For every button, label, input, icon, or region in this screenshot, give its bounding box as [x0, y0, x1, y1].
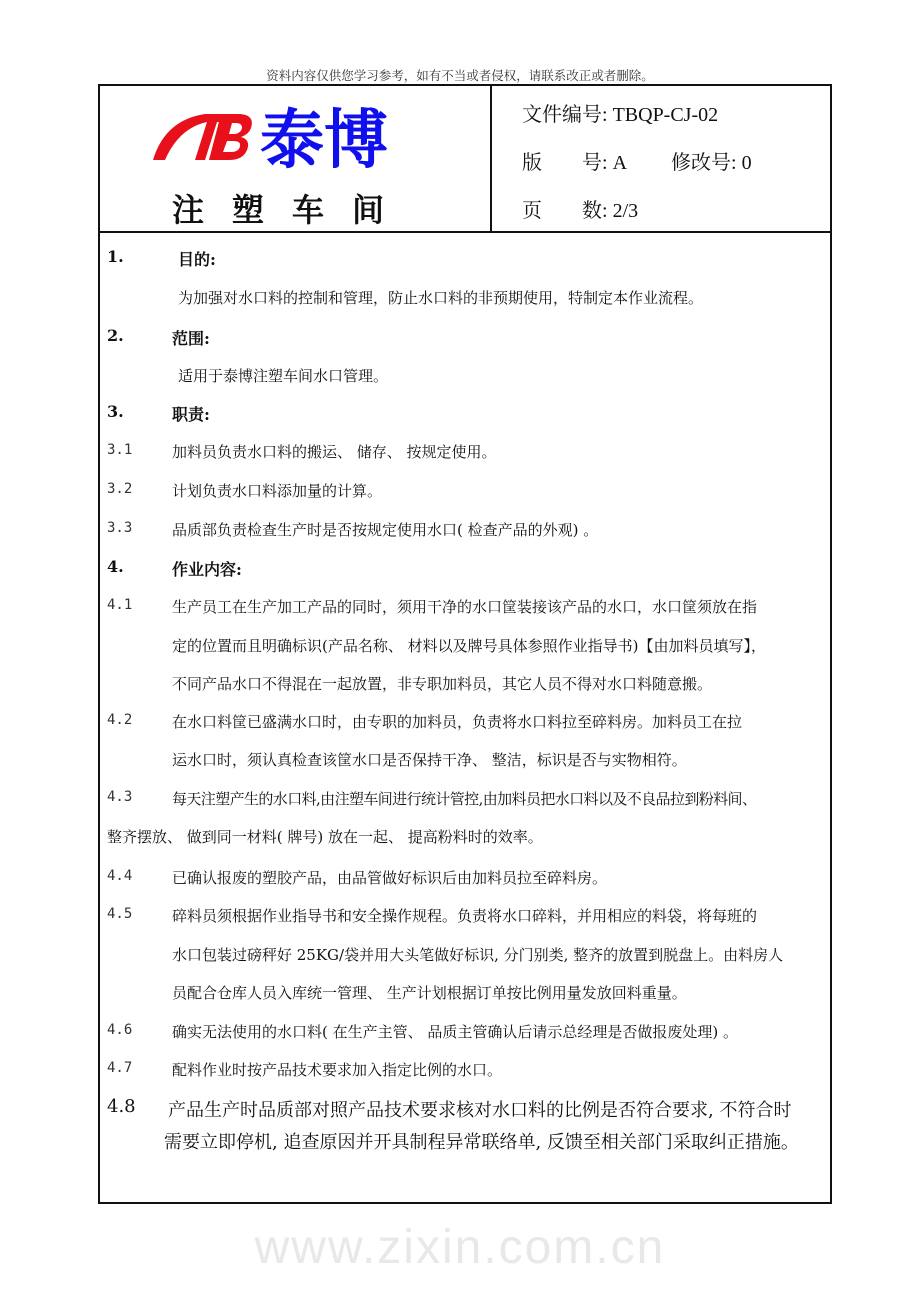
paragraph-line: 适用于泰博注塑车间水口管理。 — [178, 367, 389, 385]
section-number: 3.1 — [107, 442, 133, 458]
section-heading: 目的: — [178, 250, 216, 269]
pages-value: 2/3 — [612, 200, 639, 222]
section-heading: 作业内容: — [172, 560, 242, 579]
doc-number-label: 文件编号: — [522, 104, 608, 126]
version-value: A — [612, 152, 628, 174]
logo-name: 泰博 — [260, 103, 388, 175]
paragraph-line: 在水口料筐已盛满水口时，由专职的加料员，负责将水口料拉至碎料房。加料员工在拉 — [172, 713, 743, 731]
paragraph-line: 品质部负责检查生产时是否按规定使用水口( 检查产品的外观) 。 — [172, 521, 599, 539]
paragraph-line: 需要立即停机, 追查原因并开具制程异常联络单, 反馈至相关部门采取纠正措施。 — [164, 1132, 799, 1153]
disclaimer-note: 资料内容仅供您学习参考，如有不当或者侵权，请联系改正或者删除。 — [266, 68, 654, 83]
section-number: 4.4 — [107, 868, 133, 884]
paragraph-line: 碎料员须根据作业指导书和安全操作规程。负责将水口碎料，并用相应的料袋，将每班的 — [172, 907, 758, 925]
section-number: 4. — [107, 557, 124, 576]
paragraph-line: 每天注塑产生的水口料,由注塑车间进行统计管控,由加料员把水口料以及不良品拉到粉料间、 — [172, 790, 757, 808]
paragraph-line: 加料员负责水口料的搬运、 储存、 按规定使用。 — [172, 443, 497, 461]
paragraph-line: 运水口时，须认真检查该筐水口是否保持干净、 整洁，标识是否与实物相符。 — [172, 751, 687, 769]
section-number: 4.1 — [107, 597, 133, 613]
revision-value: 0 — [741, 152, 752, 174]
header-column-divider — [490, 84, 492, 232]
section-number: 2. — [107, 326, 124, 345]
section-heading: 范围: — [172, 329, 210, 348]
watermark: www.zixin.com.cn — [254, 1221, 666, 1274]
department-name: 注塑车间 — [172, 191, 413, 229]
header-divider — [98, 231, 830, 233]
paragraph-line: 为加强对水口料的控制和管理，防止水口料的非预期使用，特制定本作业流程。 — [178, 289, 704, 307]
section-number: 1. — [107, 247, 124, 266]
paragraph-line: 生产员工在生产加工产品的同时，须用干净的水口筐装接该产品的水口，水口筐须放在指 — [172, 598, 758, 616]
section-number: 3. — [107, 402, 124, 421]
section-number: 4.6 — [107, 1022, 133, 1038]
paragraph-line: 配料作业时按产品技术要求加入指定比例的水口。 — [172, 1061, 503, 1079]
doc-number-field — [522, 98, 718, 127]
paragraph-line: 产品生产时品质部对照产品技术要求核对水口料的比例是否符合要求, 不符合时 — [168, 1100, 792, 1121]
section-number: 3.3 — [107, 520, 133, 536]
version-label: 版 号: — [522, 152, 608, 174]
section-number: 3.2 — [107, 481, 133, 497]
paragraph-line: 计划负责水口料添加量的计算。 — [172, 482, 383, 500]
paragraph-line: 水口包装过磅秤好 25KG/袋并用大头笔做好标识, 分门别类, 整齐的放置到脱盘上。由料房人 — [172, 946, 784, 964]
paragraph-line: 确实无法使用的水口料( 在生产主管、 品质主管确认后请示总经理是否做报废处理) 。 — [172, 1023, 739, 1041]
pages-field — [522, 194, 638, 223]
section-number: 4.8 — [107, 1096, 136, 1117]
section-number: 4.5 — [107, 906, 133, 922]
revision-label: 修改号: — [671, 152, 737, 174]
paragraph-line: 不同产品水口不得混在一起放置，非专职加料员，其它人员不得对水口料随意搬。 — [172, 675, 713, 693]
section-number: 4.2 — [107, 712, 133, 728]
section-number: 4.3 — [107, 789, 133, 805]
paragraph-line: 整齐摆放、 做到同一材料( 牌号) 放在一起、 提高粉料时的效率。 — [107, 828, 543, 846]
version-field — [522, 146, 752, 175]
section-heading: 职责: — [172, 405, 210, 424]
doc-number-value: TBQP-CJ-02 — [612, 104, 719, 126]
paragraph-line: 已确认报废的塑胶产品，由品管做好标识后由加料员拉至碎料房。 — [172, 869, 608, 887]
section-number: 4.7 — [107, 1060, 133, 1076]
paragraph-line: 员配合仓库人员入库统一管理、 生产计划根据订单按比例用量发放回料重量。 — [172, 984, 687, 1002]
pages-label: 页 数: — [522, 200, 608, 222]
paragraph-line: 定的位置而且明确标识(产品名称、 材料以及牌号具体参照作业指导书)【由加料员填写】， — [172, 637, 766, 655]
company-logo — [145, 100, 415, 179]
